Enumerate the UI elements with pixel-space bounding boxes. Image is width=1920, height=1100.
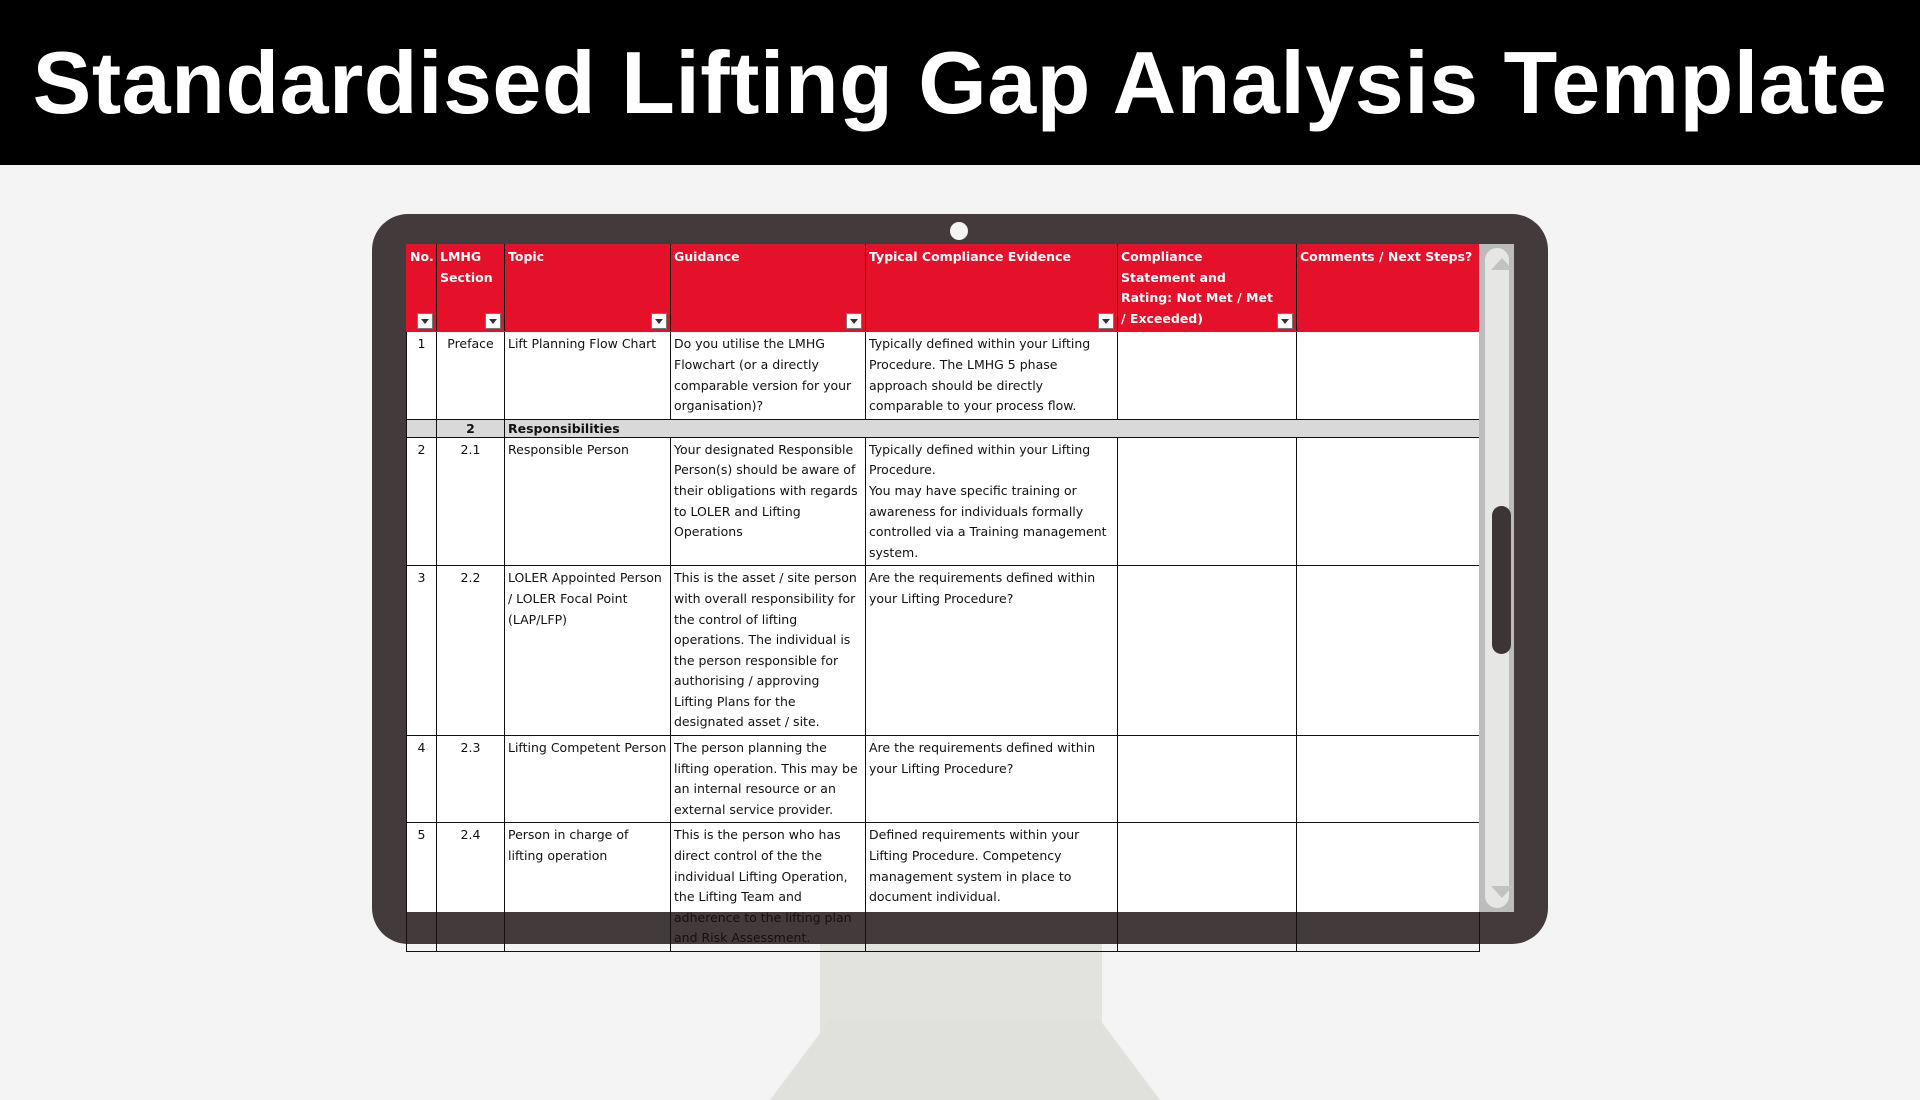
cell-evidence[interactable]: Are the requirements defined within your Lifting Procedure? <box>866 736 1118 823</box>
gap-analysis-table <box>406 244 1480 952</box>
table-row <box>407 736 1480 823</box>
section-row <box>407 419 1480 437</box>
cell-topic[interactable]: Lifting Competent Person <box>505 736 671 823</box>
column-header-comments <box>1297 245 1480 332</box>
scroll-down-arrow-icon[interactable] <box>1491 886 1513 898</box>
webcam-icon <box>950 222 968 240</box>
dropdown-filter-icon[interactable] <box>417 313 433 329</box>
column-header-label: Compliance Statement and Rating: Not Met / Met / Exceeded) <box>1121 249 1273 326</box>
monitor-screen <box>406 244 1514 946</box>
monitor-frame <box>372 214 1548 944</box>
dropdown-filter-icon[interactable] <box>1277 313 1293 329</box>
cell-guidance[interactable]: Your designated Responsible Person(s) should be aware of their obligations with regards to LOLER and Lifting Operations <box>671 437 866 566</box>
cell-no[interactable]: 4 <box>407 736 437 823</box>
monitor-stand-base <box>770 1020 1160 1100</box>
table-row <box>407 437 1480 566</box>
title-banner <box>0 0 1920 165</box>
cell-evidence[interactable]: Defined requirements within your Lifting Procedure. Competency management system in place to document individual. <box>866 823 1118 952</box>
cell-topic[interactable]: Responsible Person <box>505 437 671 566</box>
cell-guidance[interactable]: The person planning the lifting operation. This may be an internal resource or an external service provider. <box>671 736 866 823</box>
cell-compliance[interactable] <box>1118 332 1297 419</box>
cell-guidance[interactable]: This is the person who has direct control of the the individual Lifting Operation, the Lifting Team and adherence to the lifting plan and Risk Assessment. <box>671 823 866 952</box>
section-title[interactable]: Responsibilities <box>505 419 1480 437</box>
column-header-evidence <box>866 245 1118 332</box>
spreadsheet <box>406 244 1479 946</box>
table-row <box>407 566 1480 736</box>
cell-guidance[interactable]: This is the asset / site person with overall responsibility for the control of lifting operations. The individual is the person responsible for authorising / approving Lifting Plans for the designated asset / site. <box>671 566 866 736</box>
scroll-thumb[interactable] <box>1492 506 1511 654</box>
column-header-label: Guidance <box>674 249 740 264</box>
cell-comments[interactable] <box>1297 566 1480 736</box>
cell-comments[interactable] <box>1297 823 1480 952</box>
cell-evidence[interactable]: Typically defined within your Lifting Procedure. The LMHG 5 phase approach should be directly comparable to your process flow. <box>866 332 1118 419</box>
column-header-label: Comments / Next Steps? <box>1300 249 1473 264</box>
column-header-compliance <box>1118 245 1297 332</box>
column-header-no <box>407 245 437 332</box>
cell-compliance[interactable] <box>1118 437 1297 566</box>
cell-no[interactable]: 2 <box>407 437 437 566</box>
cell-no[interactable]: 5 <box>407 823 437 952</box>
column-header-label: No. <box>410 249 434 264</box>
cell-topic[interactable]: Lift Planning Flow Chart <box>505 332 671 419</box>
cell-no[interactable]: 3 <box>407 566 437 736</box>
cell-topic[interactable]: LOLER Appointed Person / LOLER Focal Point (LAP/LFP) <box>505 566 671 736</box>
cell-section[interactable]: 2.3 <box>437 736 505 823</box>
vertical-scrollbar[interactable] <box>1479 244 1514 912</box>
table-row <box>407 332 1480 419</box>
dropdown-filter-icon[interactable] <box>1098 313 1114 329</box>
cell-section[interactable]: Preface <box>437 332 505 419</box>
column-header-label: Topic <box>508 249 545 264</box>
cell-compliance[interactable] <box>1118 823 1297 952</box>
section-blank-cell[interactable] <box>407 419 437 437</box>
section-number[interactable]: 2 <box>437 419 505 437</box>
cell-compliance[interactable] <box>1118 566 1297 736</box>
cell-section[interactable]: 2.1 <box>437 437 505 566</box>
table-row <box>407 823 1480 952</box>
column-header-guidance <box>671 245 866 332</box>
dropdown-filter-icon[interactable] <box>485 313 501 329</box>
column-header-topic <box>505 245 671 332</box>
cell-comments[interactable] <box>1297 736 1480 823</box>
dropdown-filter-icon[interactable] <box>846 313 862 329</box>
cell-compliance[interactable] <box>1118 736 1297 823</box>
cell-evidence[interactable]: Typically defined within your Lifting Procedure. You may have specific training or awareness for individuals formally controlled via a Training management system. <box>866 437 1118 566</box>
cell-evidence[interactable]: Are the requirements defined within your Lifting Procedure? <box>866 566 1118 736</box>
header-row <box>407 245 1480 332</box>
cell-no[interactable]: 1 <box>407 332 437 419</box>
column-header-lmhg-section <box>437 245 505 332</box>
dropdown-filter-icon[interactable] <box>651 313 667 329</box>
cell-topic[interactable]: Person in charge of lifting operation <box>505 823 671 952</box>
cell-comments[interactable] <box>1297 437 1480 566</box>
cell-comments[interactable] <box>1297 332 1480 419</box>
column-header-label: Typical Compliance Evidence <box>869 249 1071 264</box>
cell-guidance[interactable]: Do you utilise the LMHG Flowchart (or a directly comparable version for your organisation)? <box>671 332 866 419</box>
cell-section[interactable]: 2.2 <box>437 566 505 736</box>
column-header-label: LMHG Section <box>440 249 493 285</box>
scroll-up-arrow-icon[interactable] <box>1491 258 1513 270</box>
page-title: Standardised Lifting Gap Analysis Template <box>32 32 1888 132</box>
cell-section[interactable]: 2.4 <box>437 823 505 952</box>
